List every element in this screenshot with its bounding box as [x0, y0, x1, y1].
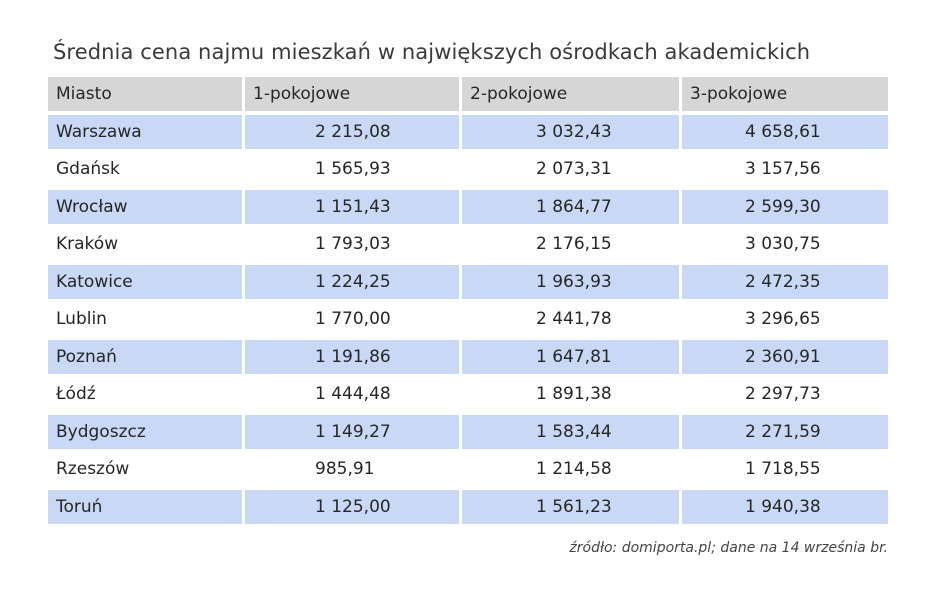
price-2-room-cell: 1 963,93 — [462, 265, 679, 299]
price-3-room-cell: 3 157,56 — [682, 152, 888, 186]
table-row — [48, 302, 888, 336]
price-1-room-cell: 985,91 — [245, 452, 459, 486]
price-1-room-cell: 1 125,00 — [245, 490, 459, 524]
table-title: Średnia cena najmu mieszkań w największych ośrodkach akademickich — [53, 40, 811, 64]
city-cell: Rzeszów — [48, 452, 242, 486]
source-note: źródło: domiporta.pl; dane na 14 września br. — [569, 540, 888, 556]
price-1-room-cell: 1 444,48 — [245, 377, 459, 411]
price-2-room-cell: 1 864,77 — [462, 190, 679, 224]
city-cell: Lublin — [48, 302, 242, 336]
column-header-3-room: 3-pokojowe — [682, 77, 888, 111]
price-2-room-cell: 1 214,58 — [462, 452, 679, 486]
city-cell: Katowice — [48, 265, 242, 299]
rent-price-table — [48, 77, 888, 527]
price-2-room-cell: 1 891,38 — [462, 377, 679, 411]
table-row — [48, 377, 888, 411]
price-2-room-cell: 1 647,81 — [462, 340, 679, 374]
city-cell: Toruń — [48, 490, 242, 524]
price-1-room-cell: 2 215,08 — [245, 115, 459, 149]
table-row — [48, 340, 888, 374]
city-cell: Łódź — [48, 377, 242, 411]
price-1-room-cell: 1 191,86 — [245, 340, 459, 374]
table-body — [48, 115, 888, 524]
table-row — [48, 115, 888, 149]
price-1-room-cell: 1 149,27 — [245, 415, 459, 449]
price-2-room-cell: 2 073,31 — [462, 152, 679, 186]
price-1-room-cell: 1 770,00 — [245, 302, 459, 336]
price-3-room-cell: 2 271,59 — [682, 415, 888, 449]
city-cell: Wrocław — [48, 190, 242, 224]
price-2-room-cell: 2 441,78 — [462, 302, 679, 336]
table-row — [48, 265, 888, 299]
price-1-room-cell: 1 151,43 — [245, 190, 459, 224]
city-cell: Poznań — [48, 340, 242, 374]
price-2-room-cell: 2 176,15 — [462, 227, 679, 261]
column-header-2-room: 2-pokojowe — [462, 77, 679, 111]
table-row — [48, 190, 888, 224]
price-3-room-cell: 2 360,91 — [682, 340, 888, 374]
table-header-row — [48, 77, 888, 111]
price-3-room-cell: 3 030,75 — [682, 227, 888, 261]
price-3-room-cell: 2 472,35 — [682, 265, 888, 299]
price-2-room-cell: 1 583,44 — [462, 415, 679, 449]
price-1-room-cell: 1 224,25 — [245, 265, 459, 299]
table-row — [48, 490, 888, 524]
column-header-city: Miasto — [48, 77, 242, 111]
price-3-room-cell: 1 718,55 — [682, 452, 888, 486]
price-1-room-cell: 1 793,03 — [245, 227, 459, 261]
price-2-room-cell: 1 561,23 — [462, 490, 679, 524]
column-header-1-room: 1-pokojowe — [245, 77, 459, 111]
price-3-room-cell: 2 297,73 — [682, 377, 888, 411]
table-row — [48, 227, 888, 261]
price-3-room-cell: 2 599,30 — [682, 190, 888, 224]
price-3-room-cell: 3 296,65 — [682, 302, 888, 336]
price-1-room-cell: 1 565,93 — [245, 152, 459, 186]
city-cell: Bydgoszcz — [48, 415, 242, 449]
table-row — [48, 452, 888, 486]
price-2-room-cell: 3 032,43 — [462, 115, 679, 149]
table-row — [48, 152, 888, 186]
price-3-room-cell: 4 658,61 — [682, 115, 888, 149]
city-cell: Warszawa — [48, 115, 242, 149]
city-cell: Kraków — [48, 227, 242, 261]
city-cell: Gdańsk — [48, 152, 242, 186]
table-row — [48, 415, 888, 449]
price-3-room-cell: 1 940,38 — [682, 490, 888, 524]
